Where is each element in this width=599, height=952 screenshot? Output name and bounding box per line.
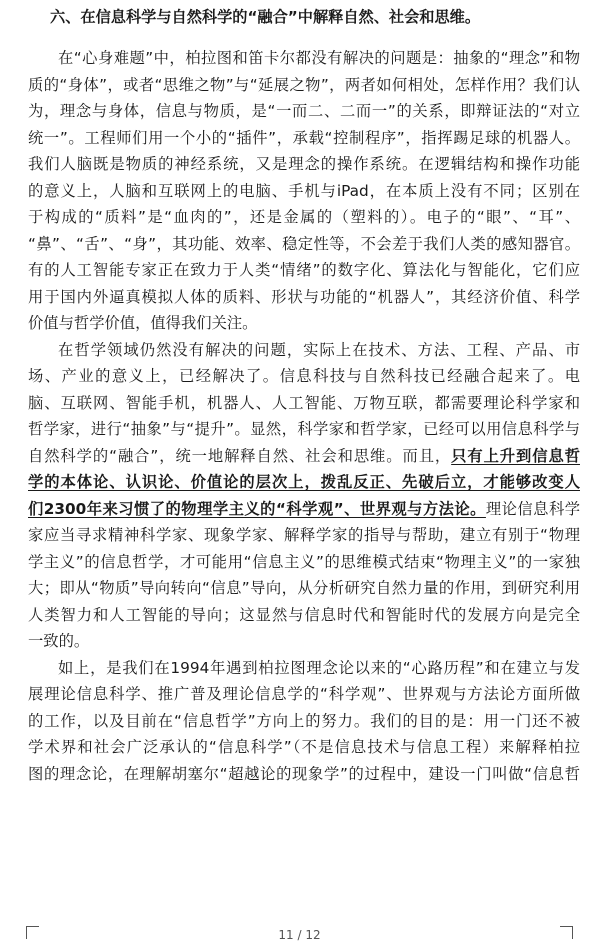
line-text: 统一”。工程师们用一个小的“插件”，承载“控制程序”，指挥踢足球的机器人。 — [28, 128, 580, 147]
text-line — [28, 497, 580, 521]
line-text: 展理论信息科学、推广普及理论信息学的“科学观”、世界观与方法论方面所做 — [28, 685, 580, 703]
text-line — [28, 444, 580, 468]
line-text: 一致的。 — [28, 632, 90, 650]
page-number: 11 / 12 — [278, 928, 321, 942]
text-line — [58, 338, 580, 362]
line-text: 人类智力和人工智能的导向；这显然与信息时代和智能时代的发展方向是完全 — [28, 605, 580, 624]
text-line — [28, 285, 580, 309]
line-text: “鼻”、“舌”、“身”，其功能、效率、稳定性等，不会差于我们人类的感知器官。 — [28, 234, 580, 253]
text-line — [28, 152, 580, 176]
emphasized-text: 学的本体论、认识论、价值论的层次上，拨乱反正、先破后立，才能够改变人 — [28, 473, 580, 491]
line-text: 有的人工智能专家正在致力于人类“情绪”的数字化、算法化与智能化，它们应 — [28, 261, 580, 279]
line-text: 质的“身体”，或者“思维之物”与“延展之物”，两者如何相处，怎样作用？我们认 — [28, 75, 580, 94]
text-line — [28, 762, 580, 786]
line-text: 的工作，以及目前在“信息哲学”方向上的努力。我们的目的是：用一门还不被 — [28, 711, 580, 730]
line-text: 场、产业的意义上，已经解决了。信息科技与自然科技已经融合起来了。电 — [28, 367, 580, 385]
line-text: 如上，是我们在1994年遇到柏拉图理念论以来的“心路历程”和在建立与发 — [58, 658, 580, 677]
text-line — [28, 523, 580, 547]
line-text: 脑、互联网、智能手机，机器人、人工智能、万物互联，都需要理论科学家和 — [28, 393, 580, 412]
text-line — [28, 73, 580, 97]
line-text: 在哲学领域仍然没有解决的问题，实际上在技术、方法、工程、产品、市 — [58, 340, 580, 359]
text-line — [28, 311, 580, 335]
line-text: 用于国内外逼真模拟人体的质料、形状与功能的“机器人”，其经济价值、科学 — [28, 287, 580, 306]
text-line — [28, 232, 580, 256]
line-text: 图的理念论，在理解胡塞尔“超越论的现象学”的过程中，建设一门叫做“信息哲 — [28, 764, 580, 783]
line-text: 大；即从“物质”导向转向“信息”导向，从分析研究自然力量的作用，到研究利用 — [28, 579, 580, 597]
text-line — [28, 417, 580, 441]
page-footer — [0, 922, 599, 952]
text-line — [28, 470, 580, 494]
line-text: 哲学家，进行“抽象”与“提升”。显然，科学家和哲学家，已经可以用信息科学与 — [28, 420, 580, 438]
line-text: 为，理念与身体，信息与物质，是“一而二、二而一”的关系，即辩证法的“对立 — [28, 102, 580, 120]
text-line — [28, 709, 580, 733]
text-line — [28, 258, 580, 282]
line-text: 学主义”的信息哲学，才可能用“信息主义”的思维模式结束“物理主义”的一家独 — [28, 552, 580, 571]
section-heading: 六、在信息科学与自然科学的“融合”中解释自然、社会和思维。 — [50, 8, 481, 26]
text-line — [28, 576, 580, 600]
text-line — [28, 550, 580, 574]
text-line — [28, 179, 580, 203]
text-line — [58, 656, 580, 680]
text-line — [28, 735, 580, 759]
emphasized-text: 们2300年来习惯了的物理学主义的“科学观”、世界观与方法论。 — [28, 499, 486, 518]
text-line — [28, 603, 580, 627]
text-line — [28, 682, 580, 706]
line-text: 于构成的“质料”是“血肉的”，还是金属的（塑料的）。电子的“眼”、“耳”、 — [28, 208, 580, 226]
text-line — [28, 629, 580, 653]
line-text: 理论信息科学 — [485, 499, 580, 518]
text-line — [58, 46, 580, 70]
line-text: 我们人脑既是物质的神经系统，又是理念的操作系统。在逻辑结构和操作功能 — [28, 155, 580, 173]
line-text: 的意义上，人脑和互联网上的电脑、手机与iPad，在本质上没有不同；区别在 — [28, 181, 580, 200]
emphasized-text: 只有上升到信息哲 — [451, 446, 580, 465]
line-text: 价值与哲学价值，值得我们关注。 — [28, 314, 258, 332]
text-line — [28, 391, 580, 415]
text-line — [28, 99, 580, 123]
line-text: 家应当寻求精神科学家、现象学家、解释学家的指导与帮助，建立有别于“物理 — [28, 526, 580, 544]
line-text: 在“心身难题”中，柏拉图和笛卡尔都没有解决的问题是：抽象的“理念”和物 — [58, 49, 580, 67]
text-line — [28, 126, 580, 150]
text-line — [28, 205, 580, 229]
line-text: 学术界和社会广泛承认的“信息科学”（不是信息技术与信息工程）来解释柏拉 — [28, 738, 580, 756]
text-line — [28, 364, 580, 388]
line-text: 自然科学的“融合”，统一地解释自然、社会和思维。而且， — [28, 446, 452, 465]
